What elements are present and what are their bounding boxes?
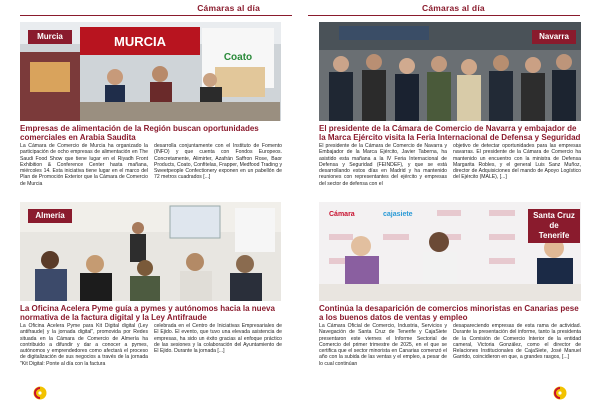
region-tag-murcia: Murcia (28, 30, 72, 44)
body-navarra-col2: objetivo de detectar oportunidades para las empresas navarras. El presidente de la Cámara de Comercio ha mantenido un encuentro con la ministra de Defensa Margarita Robles, y el general Luis Sanz Muñoz, director de Adquisiciones del mando de Apoyo Logístico del Ejército (MALE), [...] (453, 143, 581, 181)
booth-sign-coato: Coato (223, 52, 253, 63)
header-divider (20, 15, 292, 16)
chamber-logo-icon-right (553, 386, 567, 400)
region-tag-almeria: Almería (28, 209, 72, 223)
body-almeria-col2: celebrada en el Centro de Iniciativas Empresariales de El Ejido. El evento, que tuvo una elevada asistencia de empresas, ha sido un éxito gracias al enfoque práctico de las sesiones y la colaboración del Ayuntamiento de El Ejido. Durante la jornada [...] (154, 323, 282, 354)
body-tenerife (319, 323, 581, 373)
headline-navarra[interactable]: El presidente de la Cámara de Comercio de Navarra y embajador de la Marca Ejército visita la Feria Internacional de Defensa y Seguridad (319, 124, 581, 143)
body-murcia-col1: La Cámara de Comercio de Murcia ha organizado la participación de ocho empresas de alimentación en The Saudi Food Show que tiene lugar en el Riyadh Front Exhibition & Conference Center hasta mañana, miércoles 14. Esta iniciativa tiene lugar en el marco del Plan de Promoción Exterior que la Cámara de Comercio de Murcia (20, 143, 148, 187)
header-divider-right (308, 15, 580, 16)
backdrop-camara-logo: Cámara (329, 211, 355, 218)
booth-sign-murcia: MURCIA (114, 34, 166, 49)
body-tenerife-col2: desapareciendo empresas de esta rama de actividad. Durante la presentación del informe, tanto la presidenta de la Comisión de Comercio Interior de la entidad cameral, Victoria González, como el director de Relaciones Institucionales de CajaSiete, José Manuel Garrido, coincidieron en que, a grandes rasgos, [...] (453, 323, 581, 361)
body-tenerife-col1: La Cámara Oficial de Comercio, Industria, Servicios y Navegación de Santa Cruz de Tenerife y CajaSiete presentaron este viernes el Informe Sectorial de Comercio del primer trimestre de 2025, en el que se certifica que el sector minorista en Canarias comenzó el año con la subida de las ventas y el empleo, a pesar de lo cual continúan (319, 323, 447, 367)
body-navarra (319, 143, 581, 193)
section-title-right: Cámaras al día (422, 3, 485, 13)
body-murcia (20, 143, 282, 193)
section-title: Cámaras al día (197, 3, 260, 13)
headline-almeria[interactable]: La Oficina Acelera Pyme guía a pymes y autónomos hacia la nueva normativa de la factura digital y la Ley Antifraude (20, 304, 275, 323)
headline-murcia[interactable]: Empresas de alimentación de la Región buscan oportunidades comerciales en Arabia Saudita (20, 124, 259, 143)
body-almeria-col1: La Oficina Acelera Pyme para Kit Digital digital (Ley antifraude) y la jornada digital", promovida por Redes situada en la Cámara de Comercio de Almería ha contribuido a difundir y dar a conocer a pymes, autónomos y emprendedores como afectará el proceso de digitalización de sus negocios a través de la jornada "Kit Digital: Ponte al día con la factura (20, 323, 148, 367)
chamber-logo-icon (33, 386, 47, 400)
region-tag-navarra: Navarra (532, 30, 576, 44)
region-tag-tenerife: Santa Cruz de Tenerife (528, 209, 580, 243)
body-navarra-col1: El presidente de la Cámara de Comercio de Navarra y Embajador de la Marca Ejército, Javier Taberna, ha asistido esta mañana a la IV Feria Internacional de Defensa y Seguridad (FEINDEF), y que se está desarrollando estos días en Madrid y ha mantenido reuniones con representantes del ejército y empresas del sector de defensa con el (319, 143, 447, 187)
right-page (300, 0, 600, 406)
backdrop-cajasiete-logo: cajasiete (383, 211, 413, 218)
body-almeria (20, 323, 282, 373)
body-murcia-col2: desarrolla conjuntamente con el Instituto de Fomento (INFO) y que cuenta con Fondos Europeos. Concretamente, Alimirter, Azafrán Saffron Rose, Baor Products, Coato, Confitelas, Frapper, Medfood Trading y Sweetpeople Confectionery exponen en un pabellón de 72 metros cuadrados [...] (154, 143, 282, 181)
headline-tenerife[interactable]: Continúa la desaparición de comercios minoristas en Canarias pese a los buenos datos de ventas y empleo (319, 304, 579, 323)
